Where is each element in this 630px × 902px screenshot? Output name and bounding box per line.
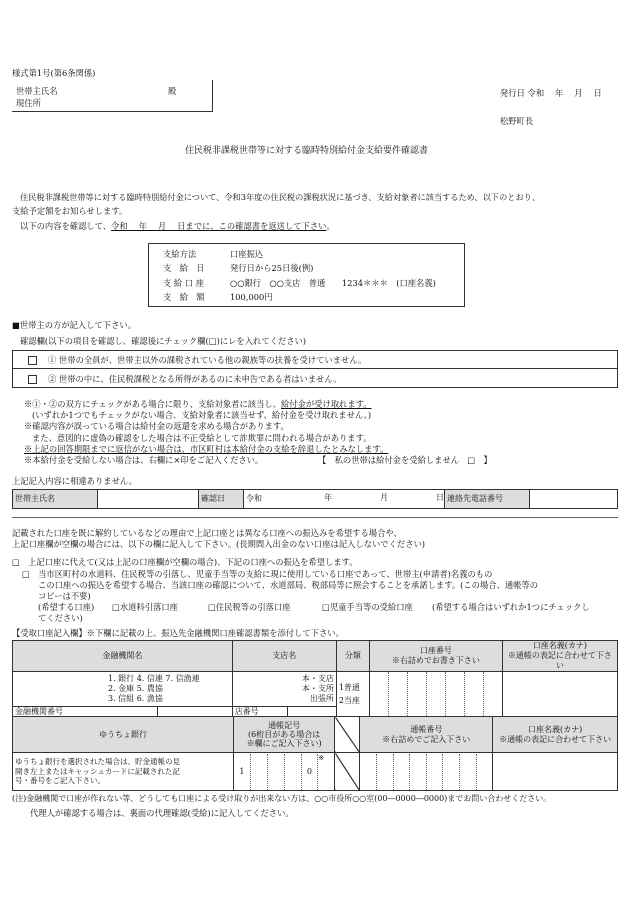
address-label: 現住所	[16, 98, 41, 108]
symbol-digit-5: 0	[301, 754, 318, 790]
account-number-title: 口座番号	[419, 646, 452, 655]
account-number-sub: ※右詰めでお書き下さい	[391, 656, 480, 665]
note-1	[24, 399, 372, 409]
yucho-number-title: 通帳番号	[410, 724, 443, 734]
symbol-header	[234, 717, 335, 753]
yucho-holder-header	[493, 717, 618, 753]
water-account-option[interactable]: □水道料引落口座	[112, 602, 178, 612]
receiving-account-table	[12, 640, 618, 719]
choose-one-note-end: てください)	[38, 613, 83, 623]
account-type-2: 2当座	[338, 696, 360, 705]
payment-method-value: 口座振込	[230, 249, 264, 259]
account-option-2-copy: コピーは不要)	[38, 591, 91, 601]
note-1-pre: ※①・②の双方にチェックがある場合に限り、支給対象者に該当し、	[24, 399, 281, 409]
payment-account-value: ○○銀行 ○○支店 普通 1234＊＊＊ (口座名義)	[230, 278, 436, 288]
intro-line-3-post: 。	[326, 221, 335, 231]
bank-name-header: 金融機関名	[13, 641, 233, 672]
yucho-number-sub: ※右詰めでご記入下さい	[382, 734, 471, 744]
confirm-label: 確認欄(以下の項目を確認し、確認後にチェック欄(□)にレを入れてください)	[20, 336, 307, 346]
bank-code-label: 金融機関番号	[13, 706, 158, 718]
symbol-sub-2: ※欄にご記入下さい)	[246, 739, 322, 749]
intro-line-1: 住民税非課税世帯等に対する臨時特別給付金について、令和3年度の住民税の課税状況に基づき、支給対象者に該当するため、以下のとおり、	[20, 192, 541, 202]
receiving-heading: 【受取口座記入欄】※下欄に記載の上、振込先金融機関口座確認書類を添付して下さい。	[12, 628, 344, 638]
reiwa-label: 令和	[246, 494, 262, 503]
phone-label-cell: 連絡先電話番号	[445, 490, 530, 509]
section1-heading: ■世帯主の方が記入して下さい。	[12, 320, 136, 330]
section2-statement: 上記記入内容に相違ありません。	[12, 476, 137, 486]
dono-label: 殿	[168, 86, 177, 96]
confirm-item-1-checkbox[interactable]	[28, 356, 37, 365]
confirm-item-1: ① 世帯の全員が、世帯主以外の課税されている他の親族等の扶養を受けていません。	[48, 355, 367, 365]
choose-one-note: (希望する場合はいずれか1つにチェックし	[432, 602, 590, 612]
account-option-2[interactable]: □ 当市区町村の水道料、住民税等の引落し、児童手当等の支給に現に使用している口座であって、世帯主(申請者)名義のもの	[22, 569, 493, 579]
note-5: ※上記の回答期限までに返信がない場合は、市区町村は本給付金の支給を辞退したとみなします。	[24, 444, 389, 454]
payment-account-label: 支 給 口 座	[163, 278, 205, 288]
bank-name-input[interactable]	[13, 672, 233, 707]
document-title: 住民税非課税世帯等に対する臨時特別給付金支給要件確認書	[185, 146, 429, 156]
householder-name-input[interactable]	[98, 490, 199, 509]
footer-note-1: (注)金融機関で口座が作れない等、どうしても口座による受け取りが出来ない方は、○○市役所○○室(00―0000―0000)までお問い合わせください。	[12, 794, 552, 803]
symbol-sub-1: (6桁目がある場合は	[248, 729, 321, 739]
account-option-1[interactable]: □ 上記口座に代えて(又は上記の口座欄が空欄の場合)、下記の口座への振込を希望します。	[12, 557, 358, 567]
branch-name-header: 支店名	[232, 641, 336, 672]
branch-types-3: 出張所	[309, 693, 334, 703]
yucho-holder-sub: ※通帳の表記に合わせて下さい	[499, 734, 612, 744]
yucho-note-1: ゆうちょ銀行を選択された場合は、貯金通帳の見	[15, 756, 180, 766]
bank-types-1: 1. 銀行 4. 信連 7. 信漁連	[108, 674, 200, 684]
day-label: 日	[436, 493, 444, 502]
note-6: ※本給付金を受給しない場合は、右欄に×印をご記入ください。	[24, 455, 264, 465]
branch-code-label: 店番号	[232, 706, 287, 718]
return-deadline: 令和 年 月 日までに、この確認書を返送して下さい	[111, 221, 327, 231]
account-holder-title: 口座名義(カナ)	[532, 641, 588, 650]
decline-checkbox[interactable]: 【 私の世帯は給付金を受給しません □ 】	[318, 455, 492, 465]
note-1-underline: 給付金が受け取れます。	[280, 399, 372, 409]
payment-amount-value: 100,000円	[230, 292, 273, 302]
month-label: 月	[380, 493, 388, 502]
yucho-note-2: 開き左上またはキャッシュカードに記載された記	[15, 766, 180, 776]
yucho-number-header	[360, 717, 493, 753]
confirm-date-label-cell: 確認日	[199, 490, 244, 509]
account-holder-input[interactable]	[502, 672, 617, 719]
intro-line-3	[20, 221, 335, 231]
child-allowance-account-option[interactable]: □児童手当等の受給口座	[322, 602, 413, 612]
account-change-line-2: 上記口座欄が空欄の場合には、以下の欄に記入して下さい。(長期間入出金のない口座は記入しないでください)	[12, 539, 426, 549]
diagonal-cell-2	[335, 753, 360, 791]
symbol-input[interactable]	[234, 753, 335, 791]
issue-date: 発行日 令和 年 月 日	[500, 88, 602, 98]
bank-types-2: 2. 金庫 5. 農協	[108, 684, 163, 694]
householder-confirm-table	[12, 489, 618, 509]
account-number-input[interactable]	[369, 672, 502, 719]
yucho-holder-input[interactable]	[493, 753, 618, 791]
tax-account-option[interactable]: □住民税等の引落口座	[208, 602, 291, 612]
symbol-mark: ※	[317, 754, 334, 790]
payment-amount-label: 支 給 額	[163, 292, 205, 302]
footer-note-2: 代理人が確認する場合は、裏面の代理確認(受給)に記入してください。	[30, 808, 294, 818]
confirm-date-input[interactable]	[244, 490, 445, 509]
account-type-header: 分類	[336, 641, 369, 672]
payment-date-label: 支 給 日	[163, 263, 205, 273]
year-label: 年	[324, 493, 332, 502]
symbol-title: 通帳記号	[268, 720, 301, 730]
yucho-number-input[interactable]	[360, 753, 493, 791]
account-type-1: 1普通	[338, 683, 360, 693]
diagonal-cell	[335, 717, 360, 753]
intro-line-2: 支給予定額をお知らせします。	[12, 206, 128, 216]
note-2: (いずれか1つでもチェックがない場合、支給対象者に該当せず、給付金を受け取れません。)	[32, 410, 372, 420]
branch-name-input[interactable]	[232, 672, 336, 707]
account-change-line-1: 記載された口座を既に解約しているなどの理由で上記口座とは異なる口座への振込みを希望する場合や、	[12, 528, 402, 538]
phone-input[interactable]	[530, 490, 618, 509]
account-holder-sub: ※通帳の表記に合わせて下さい	[507, 651, 612, 670]
account-holder-header	[502, 641, 617, 672]
desired-account-label: (希望する口座)	[38, 602, 95, 612]
form-number: 様式第1号(第6条関係)	[12, 68, 96, 78]
confirm-item-2: ② 世帯の中に、住民税課税となる所得があるのに未申告である者はいません。	[48, 374, 342, 384]
yucho-note	[13, 753, 234, 791]
yucho-note-3: 号・番号をご記入下さい。	[15, 776, 105, 786]
account-option-2-consent: この口座への振込を希望する場合、当該口座の確認について、水道部局、税部局等に照会することを承諾します。(この場合、通帳等の	[38, 580, 539, 590]
divider	[12, 517, 618, 518]
householder-name-label: 世帯主氏名	[16, 86, 58, 96]
account-number-header	[369, 641, 502, 672]
householder-label-cell: 世帯主氏名	[13, 490, 98, 509]
confirm-item-2-checkbox[interactable]	[28, 375, 37, 384]
yucho-holder-title: 口座名義(カナ)	[528, 724, 583, 734]
intro-line-3-pre: 以下の内容を確認して、	[20, 221, 112, 231]
branch-types-1: 本・支店	[301, 674, 334, 684]
yucho-header: ゆうちょ銀行	[13, 717, 234, 753]
payment-date-value: 発行日から25日後(例)	[230, 263, 314, 273]
symbol-digit-1: 1	[239, 766, 245, 776]
note-4: また、意図的に虚偽の確認をした場合は不正受給として詐欺罪に問われる場合があります。	[32, 433, 372, 443]
note-3: ※確認内容が誤っている場合は給付金の返還を求める場合があります。	[24, 421, 289, 431]
account-type-input[interactable]	[336, 672, 369, 719]
yucho-table	[12, 716, 618, 791]
issuer: 松野町長	[500, 116, 534, 126]
branch-types-2: 本・支所	[301, 684, 334, 694]
payment-method-label: 支給方法	[163, 249, 197, 259]
bank-types-3: 3. 信組 6. 漁協	[108, 693, 163, 703]
